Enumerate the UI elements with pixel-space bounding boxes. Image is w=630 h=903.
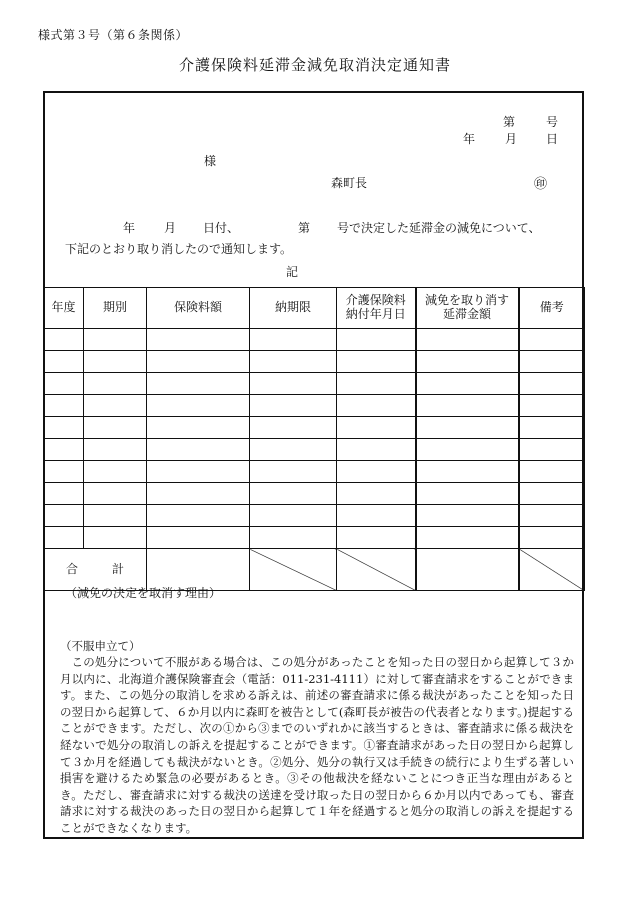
- total-label-b: 計: [112, 561, 125, 576]
- issuer-name: 森町長: [331, 176, 368, 190]
- header-torikeshi-line1: 減免を取り消す: [424, 293, 509, 308]
- total-torikeshi: [416, 549, 519, 591]
- body-line2: 下記のとおり取り消したので通知します。: [65, 242, 293, 256]
- body-year: 年: [123, 221, 136, 235]
- body-line1: 号で決定した延滞金の減免について、: [337, 221, 541, 235]
- number-dai: 第: [503, 115, 516, 129]
- details-table: [43, 287, 585, 591]
- table-header-row: [44, 288, 585, 329]
- table-row: [44, 417, 585, 439]
- table-row: [44, 483, 585, 505]
- header-nofu-line2: 納付年月日: [345, 307, 406, 321]
- header-nofu-date: [337, 288, 416, 329]
- table-row: [44, 329, 585, 351]
- total-nofu-blank: [337, 549, 416, 591]
- date-month: 月: [505, 132, 518, 146]
- total-biko-blank: [519, 549, 585, 591]
- table-row: [44, 395, 585, 417]
- total-nokigen-blank: [250, 549, 337, 591]
- table-row: [44, 373, 585, 395]
- header-torikeshi: [416, 288, 519, 329]
- number-go: 号: [546, 115, 559, 129]
- header-torikeshi-line2: 延滞金額: [442, 307, 491, 321]
- body-dai: 第: [298, 221, 311, 235]
- form-code: 様式第３号（第６条関係）: [38, 28, 189, 42]
- ki-label: 記: [286, 265, 299, 279]
- document-title: 介護保険料延滞金減免取消決定通知書: [178, 56, 451, 74]
- table-row: [44, 461, 585, 483]
- header-biko: 備考: [519, 288, 585, 329]
- table-row: [44, 439, 585, 461]
- addressee-sama: 様: [204, 154, 217, 168]
- header-hokenryo: 保険料額: [147, 288, 250, 329]
- header-nokigen: 納期限: [250, 288, 337, 329]
- total-label-a: 合: [65, 561, 78, 576]
- body-date: 日付、: [203, 221, 240, 235]
- header-kibetsu: 期別: [84, 288, 147, 329]
- appeal-text: [60, 654, 574, 837]
- appeal-heading: （不服申立て）: [60, 639, 141, 653]
- table-row: [44, 505, 585, 527]
- header-nofu-line1: 介護保険料: [345, 293, 406, 308]
- table-row: [44, 351, 585, 373]
- date-year: 年: [463, 132, 476, 146]
- seal-mark: ㊞: [534, 177, 548, 192]
- body-month: 月: [164, 221, 177, 235]
- header-nendo: 年度: [44, 288, 84, 329]
- table-row: [44, 527, 585, 549]
- appeal-paragraph: この処分について不服がある場合は、この処分があったことを知った日の翌日から起算して３か月以内に、北海道介護保険審査会（電話：011-231-4111）に対して審査請求をすることができます。また、この処分の取消しを求める訴えは、前述の審査請求に係る裁決があったことを知った日の翌日から起算して、６か月以内に森町を被告として(森町長が被告の代表者となります。)提起することができます。ただし、次の①から③までのいずれかに該当するときは、審査請求に係る裁決を経ないで処分の取消しの訴えを提起することができます。①審査請求があった日の翌日から起算して３か月を経過しても裁決がないとき。②処分、処分の執行又は手続きの続行により生ずる著しい損害を避けるため緊急の必要があるとき。③その他裁決を経ないことにつき正当な理由があるとき。ただし、審査請求に対する裁決の送達を受け取った日の翌日から６か月以内であっても、審査請求に対する裁決のあった日の翌日から起算して１年を経過すると処分の取消しの訴えを提起することができなくなります。: [60, 655, 574, 835]
- date-day: 日: [546, 132, 559, 146]
- reason-label: （減免の決定を取消す理由）: [65, 586, 222, 600]
